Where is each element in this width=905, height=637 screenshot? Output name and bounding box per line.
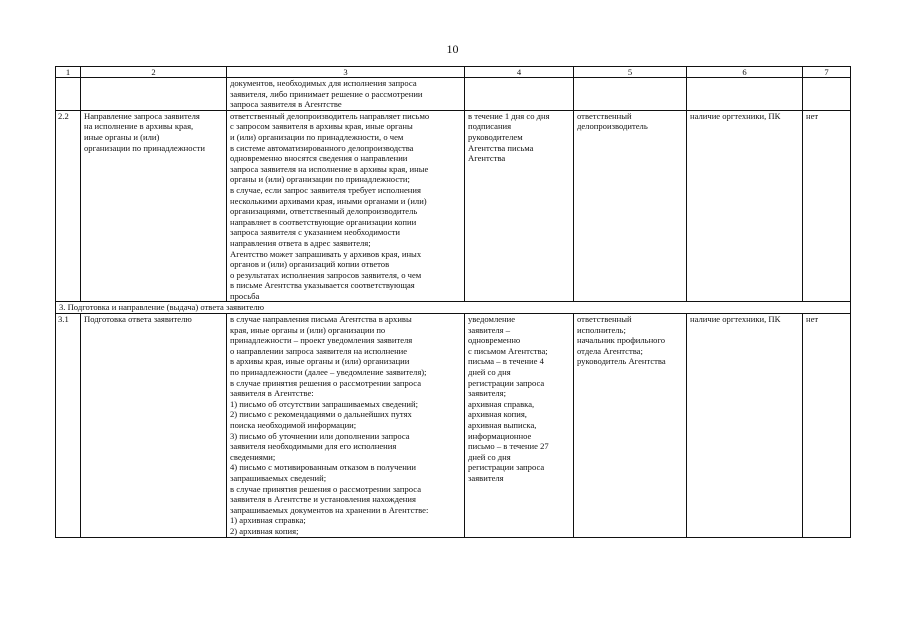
text-line: на исполнение в архивы края,: [84, 121, 194, 132]
text-line: архивная выписка,: [468, 420, 537, 430]
text-line: регистрации запроса: [468, 462, 545, 473]
text-line: несколькими архивами края, иными органами и (или): [230, 195, 427, 206]
text-line: 1) письмо об отсутствии запрашиваемых сведений;: [230, 398, 418, 409]
text-line: подписания: [468, 121, 512, 132]
step-content: [227, 110, 465, 302]
text-line: заявителя –: [468, 324, 511, 335]
text-line: 3) письмо об уточнении или дополнении запроса: [230, 430, 410, 441]
header-row: [56, 67, 851, 78]
text-line: принадлежности – проект уведомления заявителя: [230, 335, 413, 346]
empty-cell: [687, 78, 803, 111]
content-cell: [227, 78, 465, 111]
header-cell: 5: [574, 67, 687, 78]
step-number: 3.1: [56, 314, 81, 537]
step-name: [81, 110, 227, 302]
text-line: ответственный делопроизводитель направляет письмо: [230, 110, 430, 121]
text-line: 2) архивная копия;: [230, 525, 299, 536]
step-content: [227, 314, 465, 537]
text-line: заявителя необходимыми для его исполнения: [230, 441, 397, 452]
empty-cell: [803, 78, 851, 111]
text-line: в архивы края, иные органы и (или) организации: [230, 356, 410, 367]
step-term: [465, 314, 574, 537]
header-cell: 3: [227, 67, 465, 78]
text-line: уведомление: [468, 314, 516, 325]
text-line: поиска необходимой информации;: [230, 420, 357, 430]
step-number: 2.2: [56, 110, 81, 302]
text-line: одновременно: [468, 335, 521, 346]
text-line: в случае направления письма Агентства в архивы: [230, 314, 412, 325]
text-line: Агентства письма: [468, 142, 534, 153]
text-line: в письме Агентства указывается соответствующая: [230, 280, 415, 291]
text-line: иные органы и (или): [84, 131, 160, 142]
section-row: [56, 302, 851, 314]
table-row-2-2: [56, 110, 851, 302]
text-line: архивная копия,: [468, 409, 527, 420]
section-title: 3. Подготовка и направление (выдача) ответа заявителю: [56, 302, 851, 314]
text-line: о результатах исполнения запросов заявителя, о чем: [230, 269, 422, 280]
step-resources: наличие оргтехники, ПК: [687, 314, 803, 537]
step-term: [465, 110, 574, 302]
step-resources: наличие оргтехники, ПК: [687, 110, 803, 302]
text-line: письма – в течение 4: [468, 356, 544, 367]
text-line: исполнитель;: [577, 324, 626, 335]
empty-cell: [56, 78, 81, 111]
text-line: Подготовка ответа заявителю: [84, 314, 192, 325]
text-line: запроса заявителя с указанием необходимости: [230, 227, 400, 238]
empty-cell: [81, 78, 227, 111]
text-line: в системе автоматизированного делопроизводства: [230, 142, 414, 153]
step-name: [81, 314, 227, 537]
text-line: запроса заявителя на исполнение в архивы края, иные: [230, 163, 429, 174]
text-line: делопроизводитель: [577, 121, 648, 132]
header-cell: 7: [803, 67, 851, 78]
text-line: органов и (или) организаций копии ответов: [230, 259, 390, 270]
text-line: письмо – в течение 27: [468, 441, 549, 452]
text-line: ответственный: [577, 110, 632, 121]
text-line: организации по принадлежности: [84, 142, 205, 153]
text-line: дней со дня: [468, 367, 511, 378]
header-cell: 1: [56, 67, 81, 78]
text-line: информационное: [468, 430, 532, 441]
text-line: дней со дня: [468, 451, 511, 462]
text-line: с письмом Агентства;: [468, 345, 548, 356]
text-line: края, иные органы и (или) организации по: [230, 324, 386, 335]
text-line: о направлении запроса заявителя на исполнение: [230, 345, 408, 356]
text-line: регистрации запроса: [468, 377, 545, 388]
header-cell: 4: [465, 67, 574, 78]
page-number: 10: [446, 42, 459, 56]
empty-cell: [465, 78, 574, 111]
text-line: 2) письмо с рекомендациями о дальнейших путях: [230, 409, 412, 420]
text-line: просьба: [230, 290, 260, 301]
text-line: в случае принятия решения о рассмотрении запроса: [230, 377, 422, 388]
header-cell: 6: [687, 67, 803, 78]
text-line: Агентства: [468, 153, 506, 164]
step-forms: нет: [803, 110, 851, 302]
step-forms: нет: [803, 314, 851, 537]
text-line: заявителя: [468, 472, 504, 483]
text-line: направляет в соответствующие организации копии: [230, 216, 417, 227]
text-line: запроса заявителя в Агентстве: [230, 99, 342, 110]
text-line: в случае принятия решения о рассмотрении запроса: [230, 483, 422, 494]
text-line: заявителя в Агентстве и установления нахождения: [230, 494, 416, 505]
text-line: по принадлежности (далее – уведомление заявителя);: [230, 367, 427, 378]
text-line: начальник профильного: [577, 335, 666, 346]
text-line: заявителя;: [468, 388, 507, 399]
table-row-continuation: [56, 78, 851, 111]
text-line: направления ответа в адрес заявителя;: [230, 237, 371, 248]
text-line: документов, необходимых для исполнения запроса: [230, 78, 417, 88]
text-line: 1) архивная справка;: [230, 515, 306, 526]
text-line: отдела Агентства;: [577, 345, 643, 356]
text-line: в случае, если запрос заявителя требует исполнения: [230, 184, 421, 195]
step-responsible: [574, 314, 687, 537]
empty-cell: [574, 78, 687, 111]
step-responsible: [574, 110, 687, 302]
text-line: 4) письмо с мотивированным отказом в получении: [230, 462, 416, 473]
text-line: сведениями;: [230, 451, 276, 462]
table-row-3-1: [56, 314, 851, 537]
text-line: запрашиваемых документов на хранении в Агентстве:: [230, 504, 429, 515]
text-line: одновременно вносятся сведения о направлении: [230, 153, 408, 164]
text-line: запрашиваемых сведений;: [230, 472, 327, 483]
text-line: в течение 1 дня со дня: [468, 110, 550, 121]
text-line: органы и (или) организации по принадлежности;: [230, 174, 410, 185]
header-cell: 2: [81, 67, 227, 78]
text-line: заявителя, либо принимает решение о рассмотрении: [230, 88, 423, 99]
text-line: руководитель Агентства: [577, 356, 666, 367]
text-line: Направление запроса заявителя: [84, 110, 200, 121]
text-line: Агентство может запрашивать у архивов края, иных: [230, 248, 422, 259]
procedure-table: [55, 66, 851, 538]
text-line: руководителем: [468, 131, 523, 142]
text-line: организациями, ответственный делопроизводитель: [230, 206, 418, 217]
text-line: ответственный: [577, 314, 632, 325]
text-line: архивная справка,: [468, 398, 535, 409]
text-line: и (или) организации по принадлежности, о чем: [230, 131, 404, 142]
text-line: с запросом заявителя в архивы края, иные органы: [230, 121, 413, 132]
text-line: заявителя в Агентстве:: [230, 388, 314, 399]
